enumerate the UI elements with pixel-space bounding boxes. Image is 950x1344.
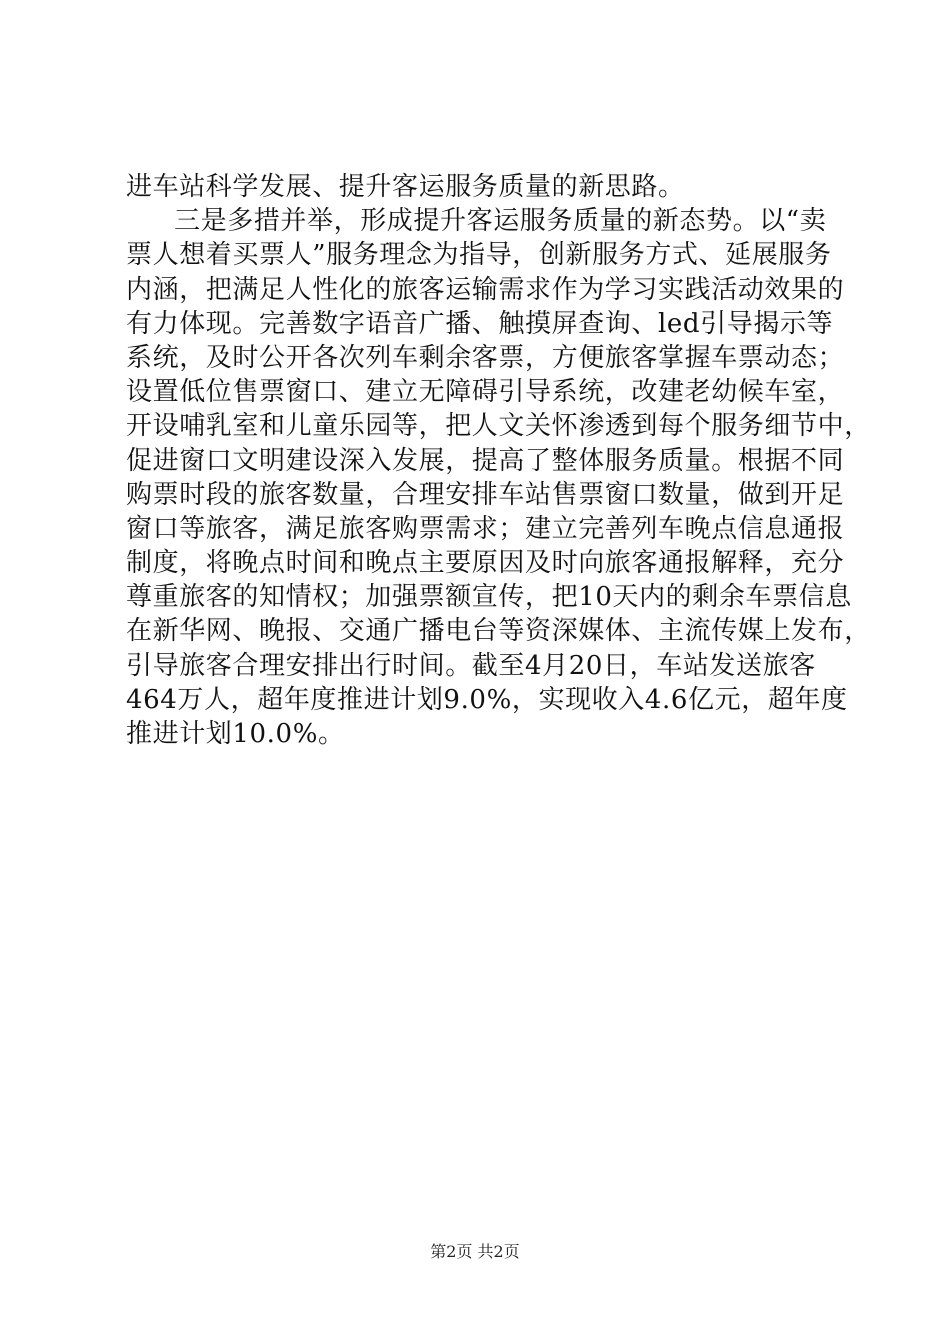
- text-line: 尊重旅客的知情权；加强票额宣传，把10天内的剩余车票信息: [126, 582, 852, 613]
- text-line: 购票时段的旅客数量，合理安排车站售票窗口数量，做到开足: [126, 479, 845, 510]
- text-line: 窗口等旅客，满足旅客购票需求；建立完善列车晚点信息通报: [126, 513, 845, 544]
- text-line: 设置低位售票窗口、建立无障碍引导系统，改建老幼候车室，: [126, 377, 845, 408]
- text-line: 464万人，超年度推进计划9.0%，实现收入4.6亿元，超年度: [126, 684, 848, 715]
- text-line: 内涵，把满足人性化的旅客运输需求作为学习实践活动效果的: [126, 274, 845, 305]
- paragraph-start-line: 三是多措并举，形成提升客运服务质量的新态势。以“卖: [174, 206, 827, 237]
- text-line: 票人想着买票人”服务理念为指导，创新服务方式、延展服务: [126, 240, 832, 271]
- text-line: 开设哺乳室和儿童乐园等，把人文关怀渗透到每个服务细节中，: [126, 411, 871, 442]
- text-line: 引导旅客合理安排出行时间。截至4月20日，车站发送旅客: [126, 650, 816, 681]
- page-number: 第2页 共2页: [430, 1242, 520, 1261]
- text-line: 进车站科学发展、提升客运服务质量的新思路。: [126, 172, 685, 202]
- text-line: 在新华网、晚报、交通广播电台等资深媒体、主流传媒上发布，: [126, 616, 871, 647]
- page-footer: [0, 1241, 950, 1263]
- text-line: 推进计划10.0%。: [126, 719, 345, 749]
- text-line: 制度，将晚点时间和晚点主要原因及时向旅客通报解释，充分: [126, 548, 845, 579]
- body-text: [126, 170, 871, 751]
- text-line: 系统，及时公开各次列车剩余客票，方便旅客掌握车票动态；: [126, 342, 845, 373]
- text-line: 促进窗口文明建设深入发展，提高了整体服务质量。根据不同: [126, 445, 845, 476]
- text-line: 有力体现。完善数字语音广播、触摸屏查询、led引导揭示等: [126, 308, 834, 339]
